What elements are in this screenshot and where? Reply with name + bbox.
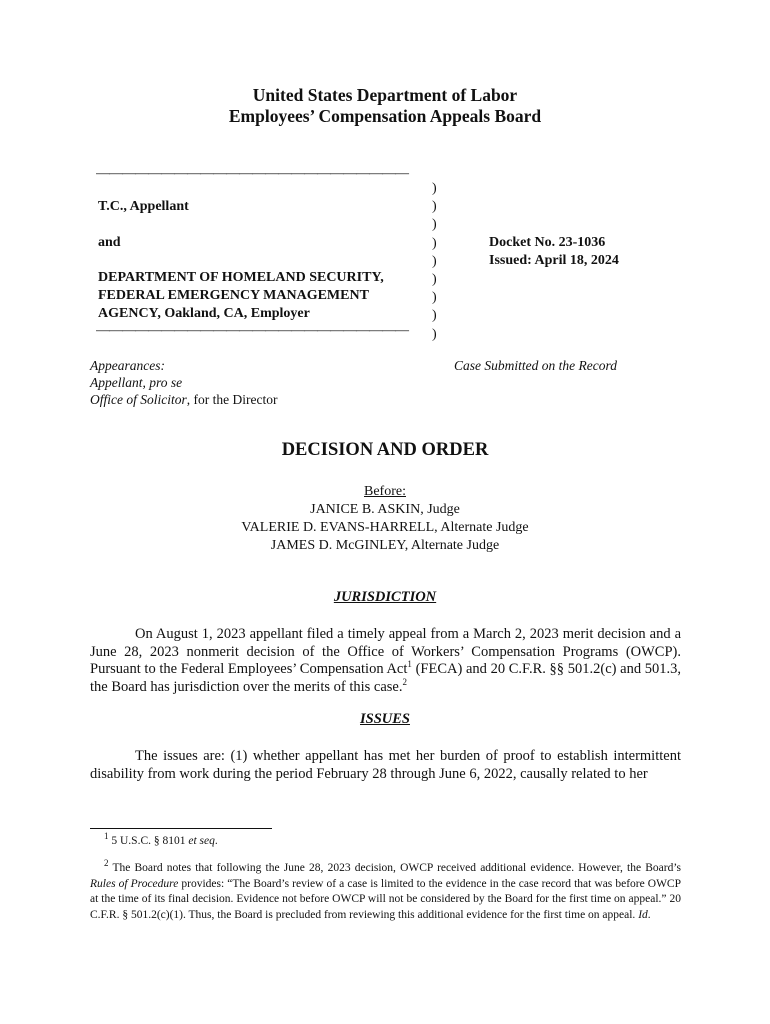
footnote-ref-1[interactable]: 1 (407, 659, 412, 670)
employer-line-2: FEDERAL EMERGENCY MANAGEMENT (98, 288, 369, 303)
employer-line-3: AGENCY, Oakland, CA, Employer (98, 306, 310, 321)
issues-heading: ISSUES (360, 711, 410, 727)
appellant-name: T.C., Appellant (98, 199, 189, 214)
caption-parentheses: ) ) ) ) ) ) ) ) ) (432, 181, 437, 342)
appearance-solicitor: Office of Solicitor, for the Director (90, 392, 278, 407)
caption-top-rule: ———————————————————————— (96, 166, 408, 181)
caption-bottom-rule: ———————————————————————— (96, 323, 408, 338)
employer-line-1: DEPARTMENT OF HOMELAND SECURITY, (98, 270, 384, 285)
judge-2: VALERIE D. EVANS-HARRELL, Alternate Judge (241, 520, 529, 535)
jurisdiction-heading: JURISDICTION (333, 589, 437, 605)
jurisdiction-paragraph: On August 1, 2023 appellant filed a timely appeal from a March 2, 2023 merit decision and a June 28, 2023 nonmerit decision of the Office of Workers’ Compensation Programs (OWCP). Pursuant to the Federal Employees’ Compensation Act$^1$ (FECA) and 20 C.F.R. §§ 501.2(c) and 501.3, the Board has jurisdiction over the merits of this case.$^2$ (90, 626, 682, 695)
appearance-appellant: Appellant, pro se (90, 375, 183, 390)
judge-3: JAMES D. McGINLEY, Alternate Judge (270, 538, 500, 553)
caption-and: and (98, 235, 121, 250)
footnote-2: $^2$ The Board notes that following the June 28, 2023 decision, OWCP received additional evidence. However, the Board’s Rules of Procedure provides: “The Board’s review of a case is limited to the evidence in the case record that was before OWCP at the time of its final decision. Evidence not before OWCP will not be considered by the Board for the first time on appeal.” 20 C.F.R. § 501.2(c)(1). Thus, the Board is precluded from reviewing this additional evidence for the first time on appeal. Id. (90, 858, 682, 921)
before-label: Before: (364, 484, 406, 499)
case-submitted: Case Submitted on the Record (454, 358, 617, 373)
footnote-ref-2[interactable]: 2 (402, 676, 407, 687)
docket-number: Docket No. 23-1036 (489, 235, 606, 250)
agency-title: United States Department of Labor (252, 85, 518, 105)
board-title: Employees’ Compensation Appeals Board (228, 106, 542, 126)
decision-title: DECISION AND ORDER (281, 440, 489, 460)
judge-1: JANICE B. ASKIN, Judge (310, 502, 460, 517)
appearances-label: Appearances: (90, 358, 165, 373)
footnote-divider (90, 828, 272, 829)
issues-paragraph: The issues are: (1) whether appellant has met her burden of proof to establish intermittent disability from work during the period February 28 through June 6, 2022, causally related to her (90, 748, 681, 782)
footnote-1: $^1$ 5 U.S.C. § 8101 et seq. (104, 831, 218, 847)
issued-date: Issued: April 18, 2024 (489, 253, 619, 268)
